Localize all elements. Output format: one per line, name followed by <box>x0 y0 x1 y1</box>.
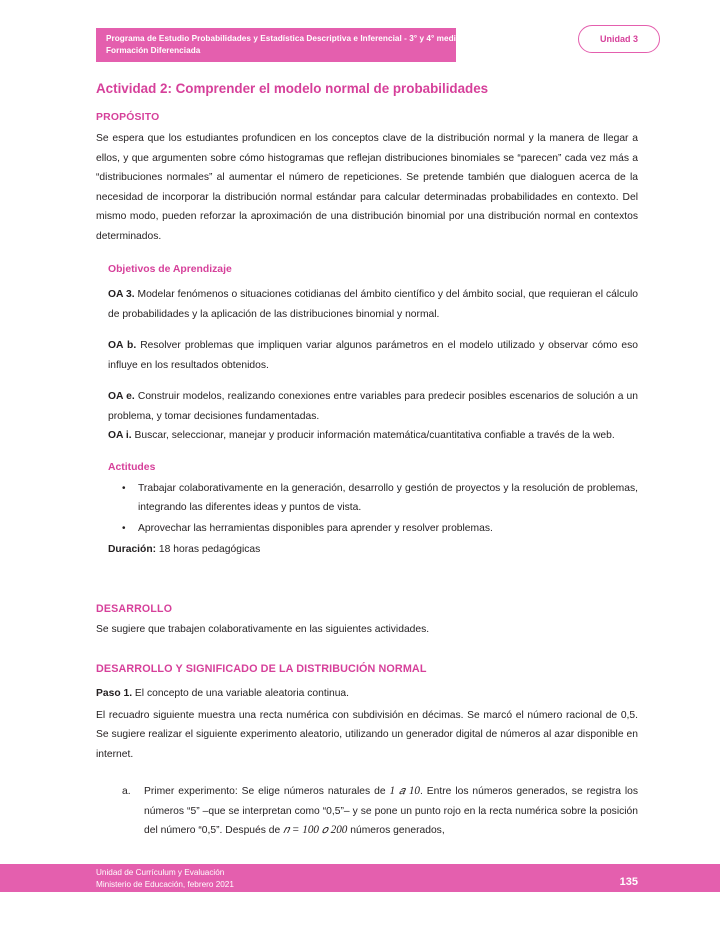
development-subheading: DESARROLLO Y SIGNIFICADO DE LA DISTRIBUCIÓN NORMAL <box>96 663 427 675</box>
footer-white-strip <box>0 892 720 932</box>
experiment-text-part1: Primer experimento: Se elige números naturales de <box>144 786 390 797</box>
objective-text: Buscar, seleccionar, manejar y producir información matemática/cuantitativa confiable a través de la web. <box>131 430 615 441</box>
objective-item <box>108 426 638 446</box>
list-item: • Aprovechar las herramientas disponibles para aprender y resolver problemas. <box>138 519 638 538</box>
objective-item <box>108 387 638 426</box>
objective-code: OA 3. <box>108 289 135 300</box>
footer-credits <box>96 867 234 890</box>
objective-code: OA e. <box>108 391 135 402</box>
duration-value: 18 horas pedagógicas <box>156 543 261 555</box>
objective-item <box>108 336 638 375</box>
step-text: El recuadro siguiente muestra una recta numérica con subdivisión en décimas. Se marcó el número racional de 0,5. Se sugiere realizar el siguiente experimento aleatorio, utilizando un generador digital de números al azar disponible en internet. <box>96 709 638 760</box>
experiment-text-part2: . Entre los números generados, se registra los números “5” –que se interpretan como “0,5”– y se pone un punto rojo en la recta numérica sobre la posición del número “0,5”. Después de <box>144 786 638 836</box>
experiment-math-n: 𝑛 = 100 𝑜 200 <box>283 824 348 836</box>
attitudes-list <box>108 479 638 538</box>
objective-text: Construir modelos, realizando conexiones entre variables para predecir posibles escenarios de solución a un problema, y tomar decisiones fundamentadas. <box>108 391 638 422</box>
purpose-label: PROPÓSITO <box>96 112 160 123</box>
duration-label: Duración: <box>108 543 157 555</box>
header-program-bar <box>96 28 462 62</box>
objective-code: OA b. <box>108 340 137 351</box>
unit-badge: Unidad 3 <box>578 25 660 53</box>
header-program-line2: Formación Diferenciada <box>106 46 201 55</box>
step-line <box>96 684 638 704</box>
objectives-heading: Objetivos de Aprendizaje <box>108 264 232 275</box>
experiment-text-part3: números generados, <box>347 825 445 836</box>
objective-text: Resolver problemas que impliquen variar algunos parámetros en el modelo utilizado y observar cómo eso influye en los resultados obtenidos. <box>108 340 638 371</box>
step-label: Paso 1. <box>96 688 133 699</box>
page-content <box>96 80 638 841</box>
header-program-line1: Programa de Estudio Probabilidades y Estadística Descriptiva e Inferencial - 3° y 4° medio <box>106 34 462 43</box>
step-title: El concepto de una variable aleatoria continua. <box>132 688 350 699</box>
list-item: • Trabajar colaborativamente en la generación, desarrollo y gestión de proyectos y la resolución de problemas, integrando las diferentes ideas y puntos de vista. <box>138 479 638 517</box>
objective-code: OA i. <box>108 430 132 441</box>
objective-item <box>108 285 638 324</box>
duration-line <box>108 540 638 559</box>
page-number: 135 <box>619 876 638 888</box>
page-title: Actividad 2: Comprender el modelo normal de probabilidades <box>96 81 489 96</box>
footer-line1: Unidad de Currículum y Evaluación <box>96 868 225 877</box>
attitudes-heading: Actitudes <box>108 461 156 473</box>
purpose-text: Se espera que los estudiantes profundicen en los conceptos clave de la distribución normal y la manera de llegar a ellos, y que argumenten sobre cómo histogramas que reflejan distribuciones binomiales se “parecen” cada vez más a “distribuciones normales” al aumentar el número de repeticiones. Se pretende también que dialoguen acerca de la necesidad de incorporar la distribución normal estándar para calcular determinadas probabilidades en contexto. Del mismo modo, pueden reforzar la aproximación de una distribución binomial por una distribución normal en contextos determinados. <box>96 133 638 242</box>
development-heading: DESARROLLO <box>96 602 173 615</box>
development-intro: Se sugiere que trabajen colaborativamente en las siguientes actividades. <box>96 623 430 635</box>
experiment-list <box>96 782 638 841</box>
experiment-math-range: 1 𝑎 10 <box>389 785 421 797</box>
footer-line2: Ministerio de Educación, febrero 2021 <box>96 879 234 889</box>
objective-text: Modelar fenómenos o situaciones cotidianas del ámbito científico y del ámbito social, que requieran el cálculo de probabilidades y la aplicación de las distribuciones binomial y normal. <box>108 289 639 320</box>
list-item <box>144 782 638 841</box>
